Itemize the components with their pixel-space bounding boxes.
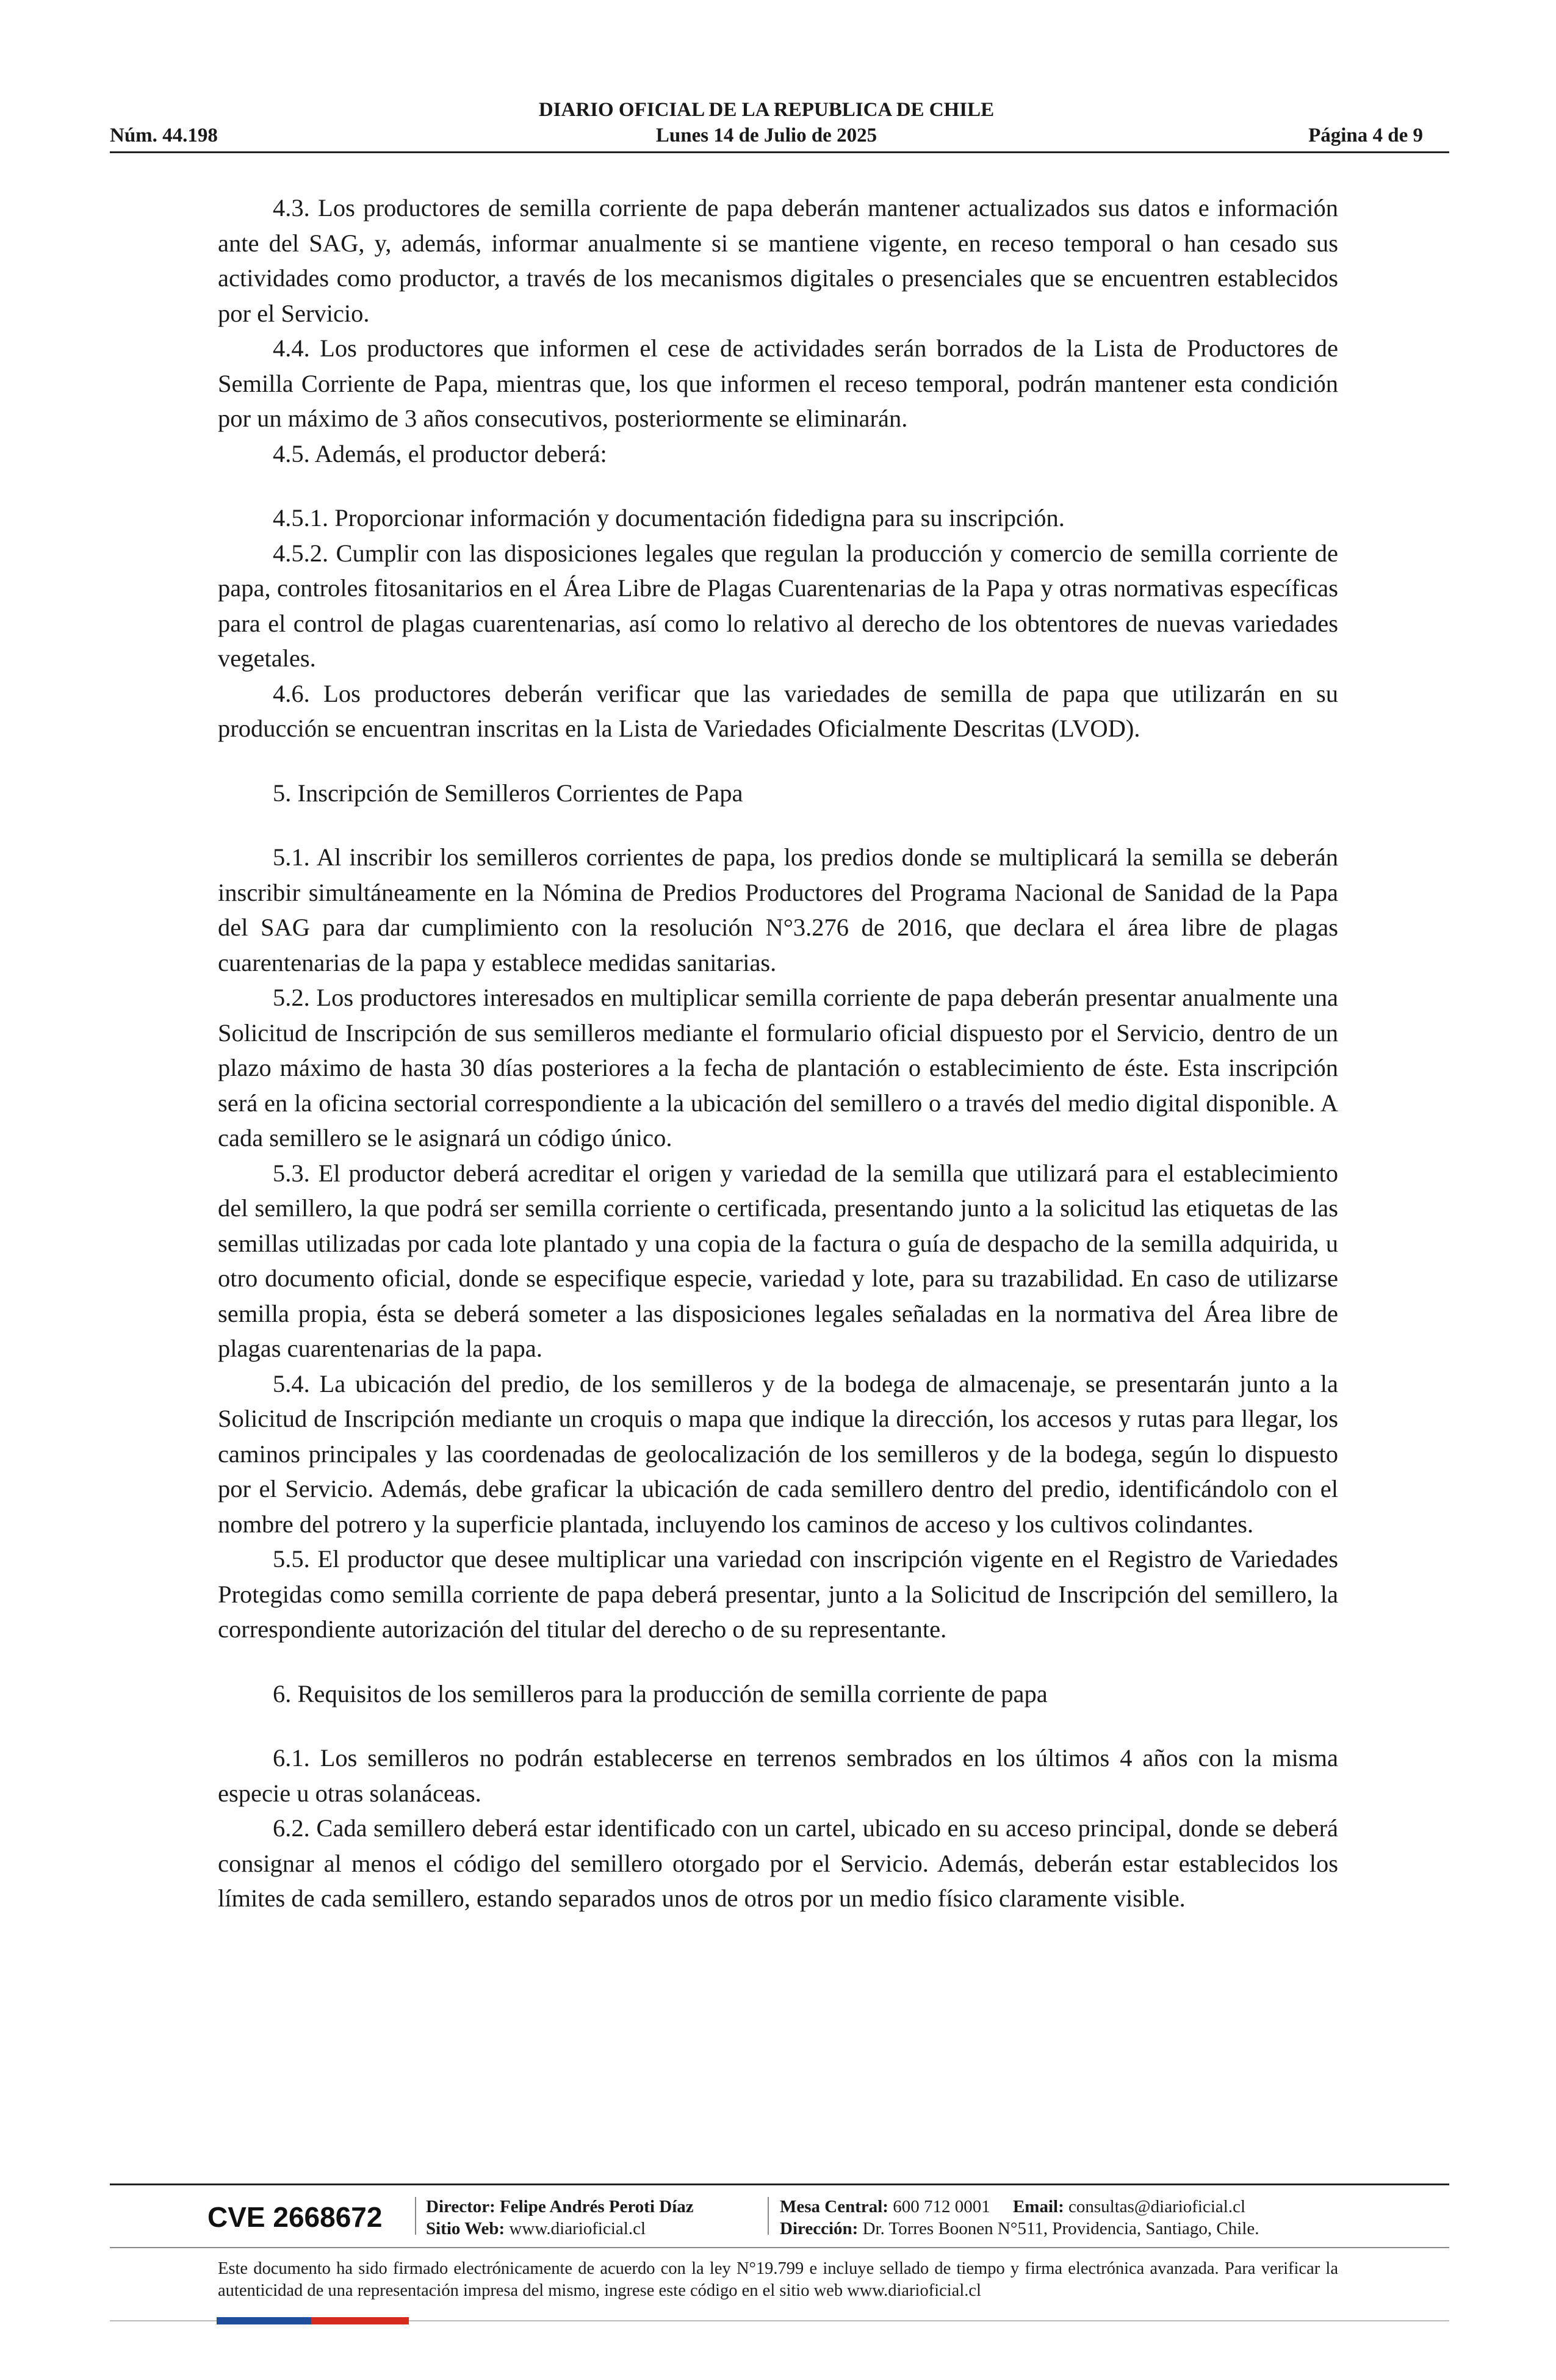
website-label: Sitio Web: — [426, 2219, 505, 2238]
flag-stripe-blue — [217, 2317, 311, 2324]
cve-code: CVE 2668672 — [207, 2201, 383, 2233]
issue-date: Lunes 14 de Julio de 2025 — [655, 124, 877, 146]
section-heading-5: 5. Inscripción de Semilleros Corrientes de Papa — [273, 779, 743, 807]
footer-divider — [110, 2183, 1449, 2185]
footer-divider-secondary — [110, 2247, 1449, 2248]
section-heading-6: 6. Requisitos de los semilleros para la producción de semilla corriente de papa — [273, 1679, 1048, 1707]
footer-director-block — [426, 2196, 694, 2240]
paragraph-5-2: 5.2. Los productores interesados en multiplicar semilla corriente de papa deberán presentar anualmente una Solicitud de Inscripción de sus semilleros mediante el formulario oficial dispuesto por el Servicio, dentro de un plazo máximo de hasta 30 días posteriores a la fecha de plantación o establecimiento de éste. Esta inscripción será en la oficina sectorial correspondiente a la ubicación del semillero o a través del medio digital disponible. A cada semillero se le asignará un código único. — [218, 984, 1338, 1152]
director-label: Director: — [426, 2197, 495, 2216]
header-meta-row — [110, 122, 1423, 149]
paragraph-4-5-1: 4.5.1. Proporcionar información y documentación fidedigna para su inscripción. — [273, 504, 1065, 532]
email-label: Email: — [1012, 2197, 1064, 2216]
paragraph-4-6: 4.6. Los productores deberán verificar que las variedades de semilla de papa que utilizarán en su producción se encuentran inscritas en la Lista de Variedades Oficialmente Descritas (LVOD). — [218, 679, 1338, 742]
paragraph-4-5-2: 4.5.2. Cumplir con las disposiciones legales que regulan la producción y comercio de semilla corriente de papa, controles fitosanitarios en el Área Libre de Plagas Cuarentenarias de la Papa y otras normativas específicas para el control de plagas cuarentenarias, así como lo relativo al derecho de los obtentores de nuevas variedades vegetales. — [218, 539, 1338, 672]
paragraph-5-1: 5.1. Al inscribir los semilleros corrientes de papa, los predios donde se multiplicará la semilla se deberán inscribir simultáneamente en la Nómina de Predios Productores del Programa Nacional de Sanidad de la Papa del SAG para dar cumplimiento con la resolución N°3.276 de 2016, que declara el área libre de plagas cuarentenarias de la papa y establece medidas sanitarias. — [218, 843, 1338, 976]
paragraph-5-5: 5.5. El productor que desee multiplicar una variedad con inscripción vigente en el Registro de Variedades Protegidas como semilla corriente de papa deberá presentar, junto a la Solicitud de Inscripción del semillero, la correspondiente autorización del titular del derecho o de su representante. — [218, 1545, 1338, 1643]
paragraph-6-1: 6.1. Los semilleros no podrán establecerse en terrenos sembrados en los últimos 4 años con la misma especie u otras solanáceas. — [218, 1744, 1338, 1807]
director-name: Felipe Andrés Peroti Díaz — [500, 2197, 694, 2216]
page-header — [110, 96, 1423, 145]
header-divider — [110, 151, 1449, 153]
footer-separator — [415, 2197, 416, 2235]
footer-contact-block — [780, 2196, 1259, 2240]
flag-stripe-red — [311, 2317, 409, 2324]
paragraph-4-3: 4.3. Los productores de semilla corriente de papa deberán mantener actualizados sus datos e información ante del SAG, y, además, informar anualmente si se mantiene vigente, en receso temporal o han cesado sus actividades como productor, a través de los mecanismos digitales o presenciales que se encuentren establecidos por el Servicio. — [218, 194, 1338, 327]
legal-notice: Este documento ha sido firmado electrónicamente de acuerdo con la ley N°19.799 e incluye sellado de tiempo y firma electrónica avanzada. Para verificar la autenticidad de una representación impresa del mismo, ingrese este código en el sitio web www.diarioficial.cl — [218, 2259, 1338, 2300]
footer-separator — [768, 2197, 769, 2235]
paragraph-5-3: 5.3. El productor deberá acreditar el origen y variedad de la semilla que utilizará para el establecimiento del semillero, la que podrá ser semilla corriente o certificada, presentando junto a la solicitud las etiquetas de las semillas utilizadas por cada lote plantado y una copia de la factura o guía de despacho de la semilla adquirida, u otro documento oficial, donde se especifique especie, variedad y lote, para su trazabilidad. En caso de utilizarse semilla propia, ésta se deberá someter a las disposiciones legales señaladas en la normativa del Área libre de plagas cuarentenarias de la papa. — [218, 1159, 1338, 1362]
document-body — [218, 190, 1338, 1916]
publication-title: DIARIO OFICIAL DE LA REPUBLICA DE CHILE — [538, 99, 995, 121]
paragraph-5-4: 5.4. La ubicación del predio, de los semilleros y de la bodega de almacenaje, se presentarán junto a la Solicitud de Inscripción mediante un croquis o mapa que indique la dirección, los accesos y rutas para llegar, los caminos principales y las coordenadas de geolocalización de los semilleros y de la bodega, según lo dispuesto por el Servicio. Además, debe graficar la ubicación de cada semillero dentro del predio, identificándolo con el nombre del potrero y la superficie plantada, incluyendo los caminos de acceso y los cultivos colindantes. — [218, 1369, 1338, 1538]
address-value: Dr. Torres Boonen N°511, Providencia, Santiago, Chile. — [862, 2219, 1259, 2238]
issue-number: Núm. 44.198 — [110, 124, 218, 146]
paragraph-6-2: 6.2. Cada semillero deberá estar identificado con un cartel, ubicado en su acceso principal, donde se deberá consignar al menos el código del semillero otorgado por el Servicio. Además, deberán estar establecidos los límites de cada semillero, estando separados unos de otros por un medio físico claramente visible. — [218, 1814, 1338, 1912]
phone-label: Mesa Central: — [780, 2197, 888, 2216]
address-label: Dirección: — [780, 2219, 859, 2238]
paragraph-4-4: 4.4. Los productores que informen el cese de actividades serán borrados de la Lista de Productores de Semilla Corriente de Papa, mientras que, los que informen el receso temporal, podrán mantener esta condición por un máximo de 3 años consecutivos, posteriormente se eliminarán. — [218, 334, 1338, 432]
page-number: Página 4 de 9 — [1308, 124, 1423, 146]
phone-number: 600 712 0001 — [893, 2197, 990, 2216]
paragraph-4-5: 4.5. Además, el productor deberá: — [273, 439, 607, 467]
website-link[interactable]: www.diarioficial.cl — [509, 2219, 646, 2238]
email-link[interactable]: consultas@diarioficial.cl — [1068, 2197, 1246, 2216]
